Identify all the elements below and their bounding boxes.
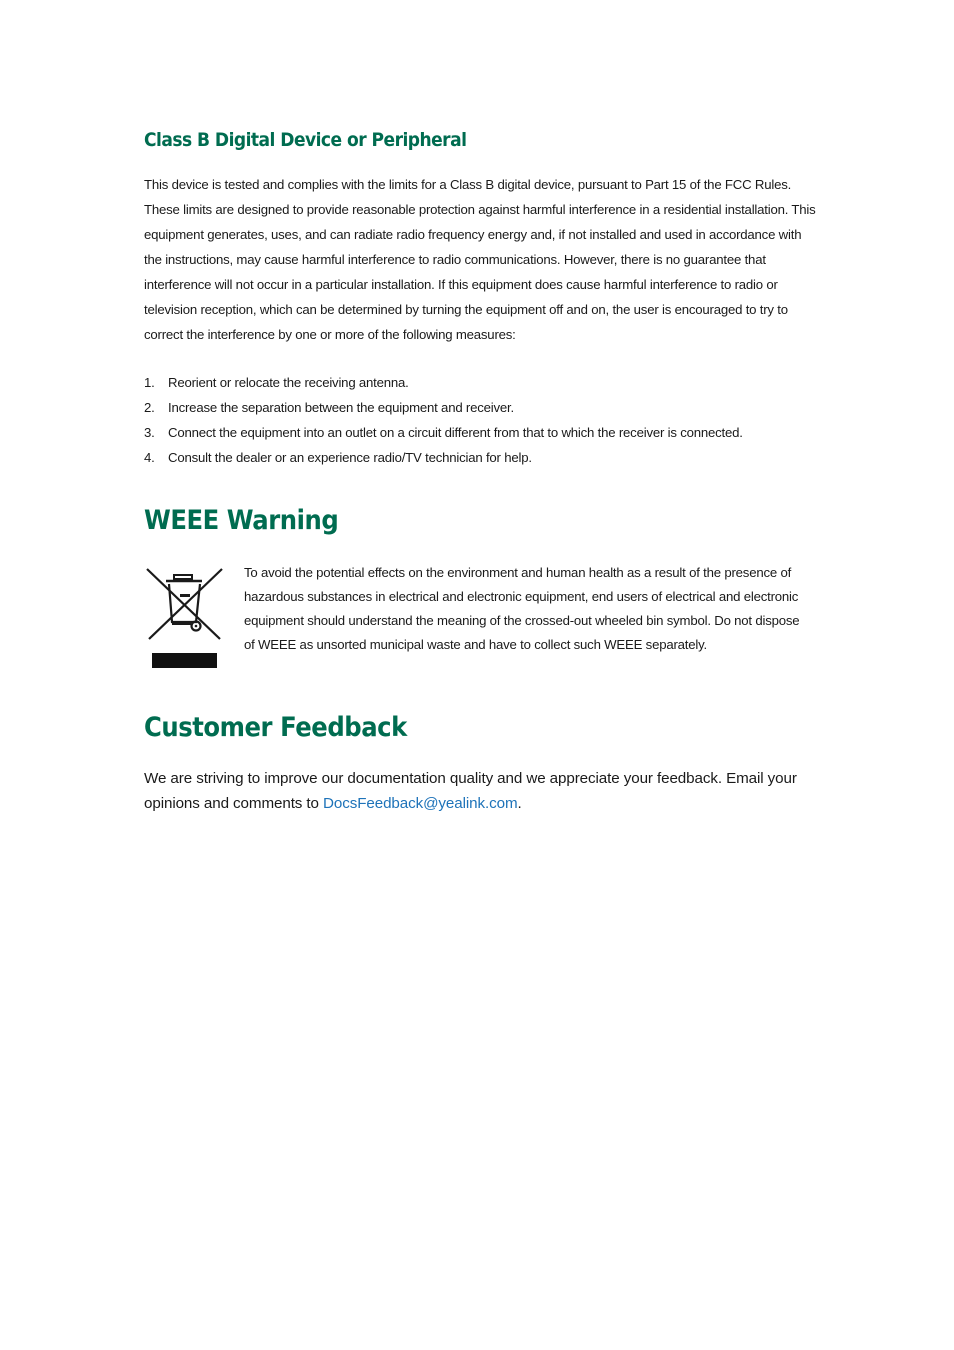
weee-body: To avoid the potential effects on the environment and human health as a result of the presence of hazardous substances in electrical and electronic equipment, end users of electrical and electronic equipment should understand the meaning of the crossed-out wheeled bin symbol. Do not dispose of WEEE as unsorted municipal waste and have to collect such WEEE separately. <box>244 565 800 652</box>
customer-feedback-heading: Customer Feedback <box>144 712 407 743</box>
list-item-text: Connect the equipment into an outlet on a circuit different from that to which the receiver is connected. <box>168 425 743 440</box>
list-item-text: Consult the dealer or an experience radio/TV technician for help. <box>168 450 532 465</box>
feedback-text-end: . <box>517 795 522 812</box>
list-item-text: Reorient or relocate the receiving antenna. <box>168 375 409 390</box>
feedback-body <box>144 766 816 816</box>
list-item-number: 3. <box>144 425 155 440</box>
class-b-body: This device is tested and complies with the limits for a Class B digital device, pursuant to Part 15 of the FCC Rules. These limits are designed to provide reasonable protection against harmful interference in a residential installation. This equipment generates, uses, and can radiate radio frequency energy and, if not installed and used in accordance with the instructions, may cause harmful interference to radio communications. However, there is no guarantee that interference will not occur in a particular installation. If this equipment does cause harmful interference to radio or television reception, which can be determined by turning the equipment off and on, the user is encouraged to try to correct the interference by one or more of the following measures: <box>144 177 816 342</box>
list-item-text: Increase the separation between the equipment and receiver. <box>168 400 514 415</box>
measures-list <box>144 370 816 470</box>
list-item-number: 1. <box>144 375 155 390</box>
weee-heading: WEEE Warning <box>144 505 339 536</box>
feedback-email-link[interactable]: DocsFeedback@yealink.com <box>323 795 518 812</box>
list-item <box>144 445 816 470</box>
list-item-number: 2. <box>144 400 155 415</box>
list-item-number: 4. <box>144 450 155 465</box>
list-item <box>144 420 816 445</box>
feedback-text: We are striving to improve our documentation quality and we appreciate your feedback. Email your opinions and comments to <box>144 770 797 812</box>
list-item <box>144 370 816 395</box>
crossed-out-wheeled-bin-icon <box>144 564 226 672</box>
class-b-heading: Class B Digital Device or Peripheral <box>144 129 467 151</box>
list-item <box>144 395 816 420</box>
